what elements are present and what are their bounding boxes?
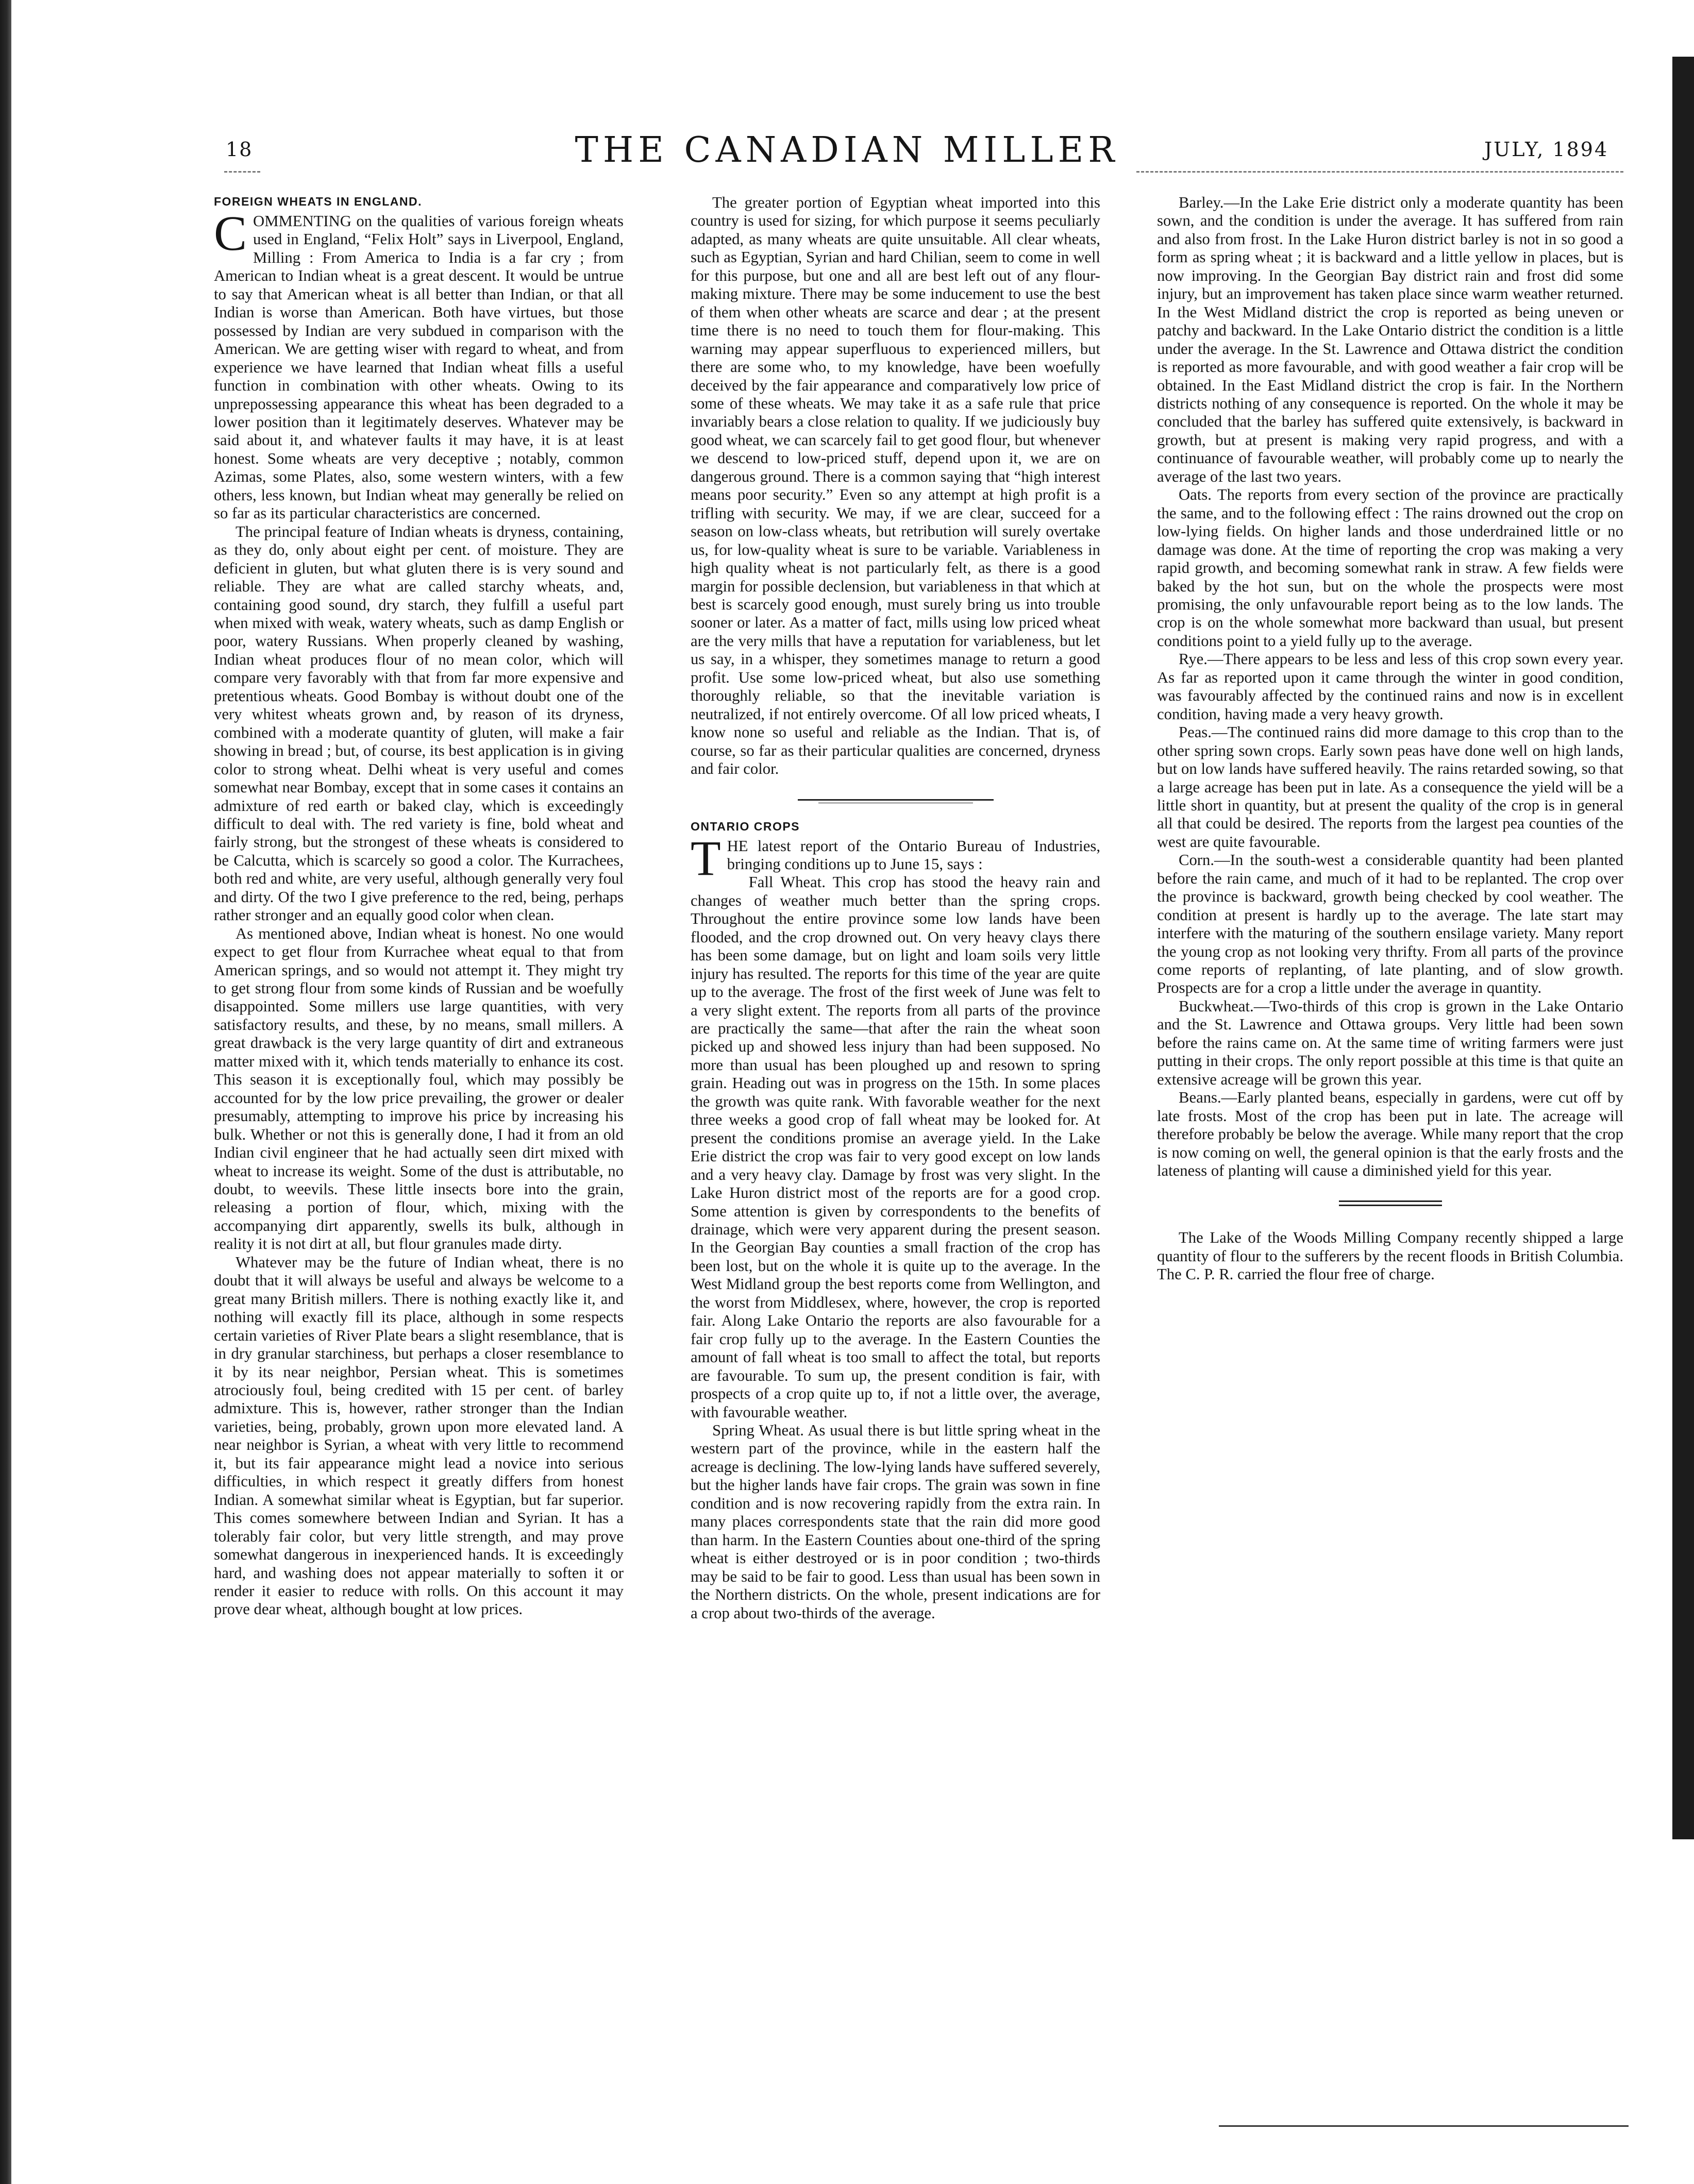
fall-wheat-paragraph: Fall Wheat. This crop has stood the heavy rain and changes of weather much better than the spring crops. Throughout the entire province some low lands have been flooded, and the crop drowned out. On very heavy clays there has been some damage, but on light and loam soils very little injury has resulted. The reports for this time of the year are quite up to the average. The frost of the first week of June was felt to a very slight extent. The reports from all parts of the province are practically the same—that after the rain the wheat soon picked up and showed less injury than had been supposed. No more than usual has been ploughed up and resown to spring grain. Heading out was in progress on the 15th. In some places the growth was quite rank. With favorable weather for the next three weeks a good crop of fall wheat may be looked for. At present the conditions promise an average yield. In the Lake Erie district the crop was fair to very good except on low lands and a very heavy clay. Damage by frost was very slight. In the Lake Huron district most of the reports are for a good crop. Some attention is given by correspondents to the benefits of drainage, which were very apparent during the present season. In the Georgian Bay counties a small fraction of the crop has been lost, but on the whole it is quite up to the average. In the West Midland group the best reports come from Wellington, and the worst from Middlesex, where, however, the crop is reported fair. Along Lake Ontario the reports are also favourable for a fair crop fully up to the average. In the Eastern Counties the amount of fall wheat is too small to affect the total, but reports are favourable. To sum up, the present condition is fair, with prospects of a crop quite up to, if not a little over, the average, with favourable weather.	[691, 873, 1100, 1421]
dropcap-c: C	[214, 206, 247, 261]
notice-divider	[1339, 1200, 1442, 1206]
section-divider	[798, 799, 994, 803]
foreign-wheats-paragraph-5: The greater portion of Egyptian wheat imported into this country is used for sizing, for which purpose it seems peculiarly adapted, as many wheats are quite unsuitable. All clear wheats, such as Egyptian, Syrian and hard Chilian, seem to come in well for this purpose, but one and all are best left out of any flour-making mixture. There may be some inducement to use the best of them when other wheats are scarce and dear ; at the present time there is no need to touch them for flour-making. This warning may appear superfluous to experienced millers, but there are some who, to my knowledge, have been woefully deceived by the fair appearance and comparatively low price of some of these wheats. We may take it as a safe rule that price invariably bears a close relation to quality. If we judiciously buy good wheat, we can scarcely fail to get good flour, but whenever we descend to low-priced stuff, depend upon it, we are on dangerous ground. There is a common saying that “high interest means poor security.” Even so any attempt at high profit is a trifling with security. We may, if we are clear, succeed for a season on low-class wheats, but retribution will surely overtake us, for low-quality wheat is sure to be variable. Variableness in high quality wheat is not particularly felt, as there is a good margin for possible declension, but variableness in that which at best is scarcely good enough, must surely bring us into trouble sooner or later. As a matter of fact, mills using low priced wheat are the very mills that have a reputation for variableness, but let us say, in a whisper, they sometimes manage to return a good profit. Use some low-priced wheat, but also use something thoroughly reliable, so that the inevitable variation is neutralized, if not entirely overcome. Of all low priced wheats, I know none so useful and reliable as the Indian. That is, of course, so far as their particular qualities are concerned, dryness and fair color.	[691, 194, 1100, 778]
foreign-wheats-paragraph-3: As mentioned above, Indian wheat is honest. No one would expect to get flour from Kurrachee wheat equal to that from American springs, and so would not attempt it. They might try to get strong flour from some kinds of Russian and be woefully disappointed. Some millers use large quantities, with very satisfactory results, and these, by no means, small millers. A great drawback is the very large quantity of dirt and extraneous matter mixed with it, which tends materially to enhance its cost. This season it is exceptionally foul, which may possibly be accounted for by the low price prevailing, the grower or dealer presumably, attempting to improve his price by increasing his bulk. Whether or not this is generally done, I had it from an old Indian civil engineer that he had actually seen dirt mixed with wheat to increase its weight. Some of the dust is attributable, no doubt, to weevils. These little insects bore into the grain, releasing a portion of flour, which, mixing with the accompanying dirt apparently, swells its bulk, although in reality it is not dirt at all, but flour granules made dirty.	[214, 924, 624, 1253]
foreign-wheats-paragraph-2: The principal feature of Indian wheats is dryness, containing, as they do, only about eight per cent. of moisture. They are deficient in gluten, but what gluten there is is very sound and reliable. They are what are called starchy wheats, and, containing good sound, dry starch, they fulfill a useful part when mixed with weak, watery wheats, such as damp English or poor, watery Russians. When properly cleaned by washing, Indian wheat produces flour of no mean color, which will compare very favorably with that from far more expensive and pretentious wheats. Good Bombay is without doubt one of the very whitest wheats grown and, by reason of its dryness, combined with a moderate quantity of gluten, will make a fair showing in bread ; but, of course, its best application is in giving color to strong wheat. Delhi wheat is very useful and comes somewhat near Bombay, except that in some cases it contains an admixture of red earth or baked clay, which is exceedingly difficult to deal with. The red variety is fine, bold wheat and fairly strong, but the strongest of these wheats is considered to be Calcutta, which is scarcely so good a color. The Kurrachees, both red and white, are very useful, although generally very foul and dirty. Of the two I give preference to the red, being, perhaps rather stronger and an equally good color when clean.	[214, 522, 624, 924]
header-dash-right	[1136, 171, 1623, 178]
foreign-wheats-paragraph-1: COMMENTING on the qualities of various foreign wheats used in England, “Felix Holt” says in Liverpool, England, Milling : From America to India is a far cry ; from American to Indian wheat is a great descent. It would be untrue to say that American wheat is all better than Indian, or that all Indian is worse than American. Both have virtues, but those possessed by Indian are very subdued in comparison with the American. We are getting wiser with regard to wheat, and from experience we have learned that Indian wheat fills a useful function in combination with other wheats. Owing to its unprepossessing appearance this wheat has been degraded to a lower position than it legitimately deserves. Whatever may be said about it, and whatever faults it may have, it is at least honest. Some wheats are very deceptive ; notably, common Azimas, some Plates, also, some western winters, with a few others, less known, but Indian wheat may generally be relied on so far as its particular characteristics are concerned.	[214, 206, 624, 522]
foreign-wheats-paragraph-4: Whatever may be the future of Indian wheat, there is no doubt that it will always be useful and always be welcome to a great many British millers. There is nothing exactly like it, and nothing will exactly fill its place, although in some respects certain varieties of River Plate bears a slight resemblance, that is in dry granular starchiness, but perhaps a closer resemblance to it by its near neighbor, Persian wheat. This is sometimes atrociously foul, being credited with 15 per cent. of barley admixture. This is, however, rather stronger than the Indian varieties, being, probably, grown upon more elevated land. A near neighbor is Syrian, a wheat with very little to recommend it, but its fair appearance might lead a novice into serious difficulties, in which respect it greatly differs from honest Indian. A somewhat similar wheat is Egyptian, but far superior. This comes somewhere between Indian and Syrian. It has a tolerably fair color, but very little strength, and may prove somewhat dangerous in inexperienced hands. It is exceedingly hard, and washing does not appear materially to soften it or render it easier to reduce with rolls. On this account it may prove dear wheat, although bought at low prices.	[214, 1253, 624, 1618]
foreign-wheats-heading: FOREIGN WHEATS IN ENGLAND.	[214, 195, 423, 208]
column-2	[691, 194, 1100, 1622]
corn-paragraph: Corn.—In the south-west a considerable quantity had been planted before the rain came, and much of it had to be replanted. The crop over the province is backward, growth being checked by cool weather. The condition at present is hardly up to the average. The late start may interfere with the maturing of the southern ensilage variety. Many report the young crop as not looking very thrifty. From all parts of the province come reports of replanting, of late planting, and of slow growth. Prospects are for a crop a little under the average in quantity.	[1157, 851, 1623, 997]
oats-paragraph: Oats. The reports from every section of the province are practically the same, and to the following effect : The rains drowned out the crop on low-lying fields. On higher lands and those underdrained little or no damage was done. At the time of reporting the crop was making a very rapid growth, and becoming somewhat rank in straw. A few fields were baked by the hot sun, but on the whole the prospects were most promising, the only unfavourable report being as to the low lands. The crop is on the whole somewhat more backward than usual, but present conditions point to a yield fully up to the average.	[1157, 486, 1623, 650]
ontario-crops-intro: THE latest report of the Ontario Bureau of Industries, bringing conditions up to June 15, says :	[691, 830, 1100, 886]
masthead: THE CANADIAN MILLER	[575, 130, 1119, 171]
ontario-crops-heading: ONTARIO CROPS	[691, 819, 800, 833]
column-3	[1157, 194, 1623, 1284]
scan-edge-left	[0, 0, 11, 2184]
beans-paragraph: Beans.—Early planted beans, especially in gardens, were cut off by late frosts. Most of the crop has been put in late. The acreage will therefore probably be below the average. While many report that the crop is now coming on well, the general opinion is that the early frosts and the lateness of planting will cause a diminished yield for this year.	[1157, 1089, 1623, 1180]
peas-paragraph: Peas.—The continued rains did more damage to this crop than to the other spring sown crops. Early sown peas have done well on high lands, but on low lands have suffered heavily. The rains retarded sowing, so that a large acreage has been put in late. As a consequence the yield will be a little short in quantity, but at present the quality of the crop is in general all that could be desired. The reports from the largest pea counties of the west are quite favourable.	[1157, 723, 1623, 851]
page-number: 18	[226, 138, 253, 161]
scan-edge-right	[1672, 57, 1694, 1839]
column-1	[214, 194, 624, 1619]
header-dash-left	[224, 171, 260, 178]
barley-paragraph: Barley.—In the Lake Erie district only a moderate quantity has been sown, and the condition is under the average. It has suffered from rain and also from frost. In the Lake Huron district barley is not in so good a form as spring wheat ; it is backward and a little yellow in places, but is now improving. In the Georgian Bay district rain and frost did some injury, but an improvement has taken place since warm weather returned. In the West Midland district the crop is reported as being uneven or patchy and backward. In the Lake Ontario district the condition is a little under the average. In the St. Lawrence and Ottawa district the condition is reported as more favourable, and with good weather a fair crop will be obtained. In the East Midland district the crop is fair. In the Northern districts nothing of any consequence is reported. On the whole it may be concluded that the barley has suffered quite extensively, is backward in growth, but at present is making very rapid progress, and with a continuance of favourable weather, will probably come up to nearly the average of the last two years.	[1157, 194, 1623, 485]
dropcap-t: T	[691, 830, 721, 886]
rye-paragraph: Rye.—There appears to be less and less of this crop sown every year. As far as reported upon it came through the winter in good condition, was favourably affected by the continued rains and now is in excellent condition, having made a very heavy growth.	[1157, 650, 1623, 723]
bottom-rule	[1219, 2125, 1629, 2127]
spring-wheat-paragraph: Spring Wheat. As usual there is but little spring wheat in the western part of the province, while in the eastern half the acreage is declining. The low-lying lands have suffered severely, but the higher lands have fair crops. The grain was sown in fine condition and is now recovering rapidly from the extra rain. In many places correspondents state that the rain did more good than harm. In the Eastern Counties about one-third of the spring wheat is either destroyed or is in poor condition ; two-thirds may be said to be fair to good. Less than usual has been sown in the Northern districts. On the whole, present indications are for a crop about two-thirds of the average.	[691, 1421, 1100, 1622]
buckwheat-paragraph: Buckwheat.—Two-thirds of this crop is grown in the Lake Ontario and the St. Lawrence and Ottawa groups. Very little had been sown before the rains came on. At the same time of writing farmers were just putting in their crops. The only report possible at this time is that quite an extensive acreage will be grown this year.	[1157, 997, 1623, 1088]
issue-date: JULY, 1894	[1484, 138, 1609, 161]
milling-company-notice: The Lake of the Woods Milling Company recently shipped a large quantity of flour to the sufferers by the recent floods in British Columbia. The C. P. R. carried the flour free of charge.	[1157, 1229, 1623, 1283]
